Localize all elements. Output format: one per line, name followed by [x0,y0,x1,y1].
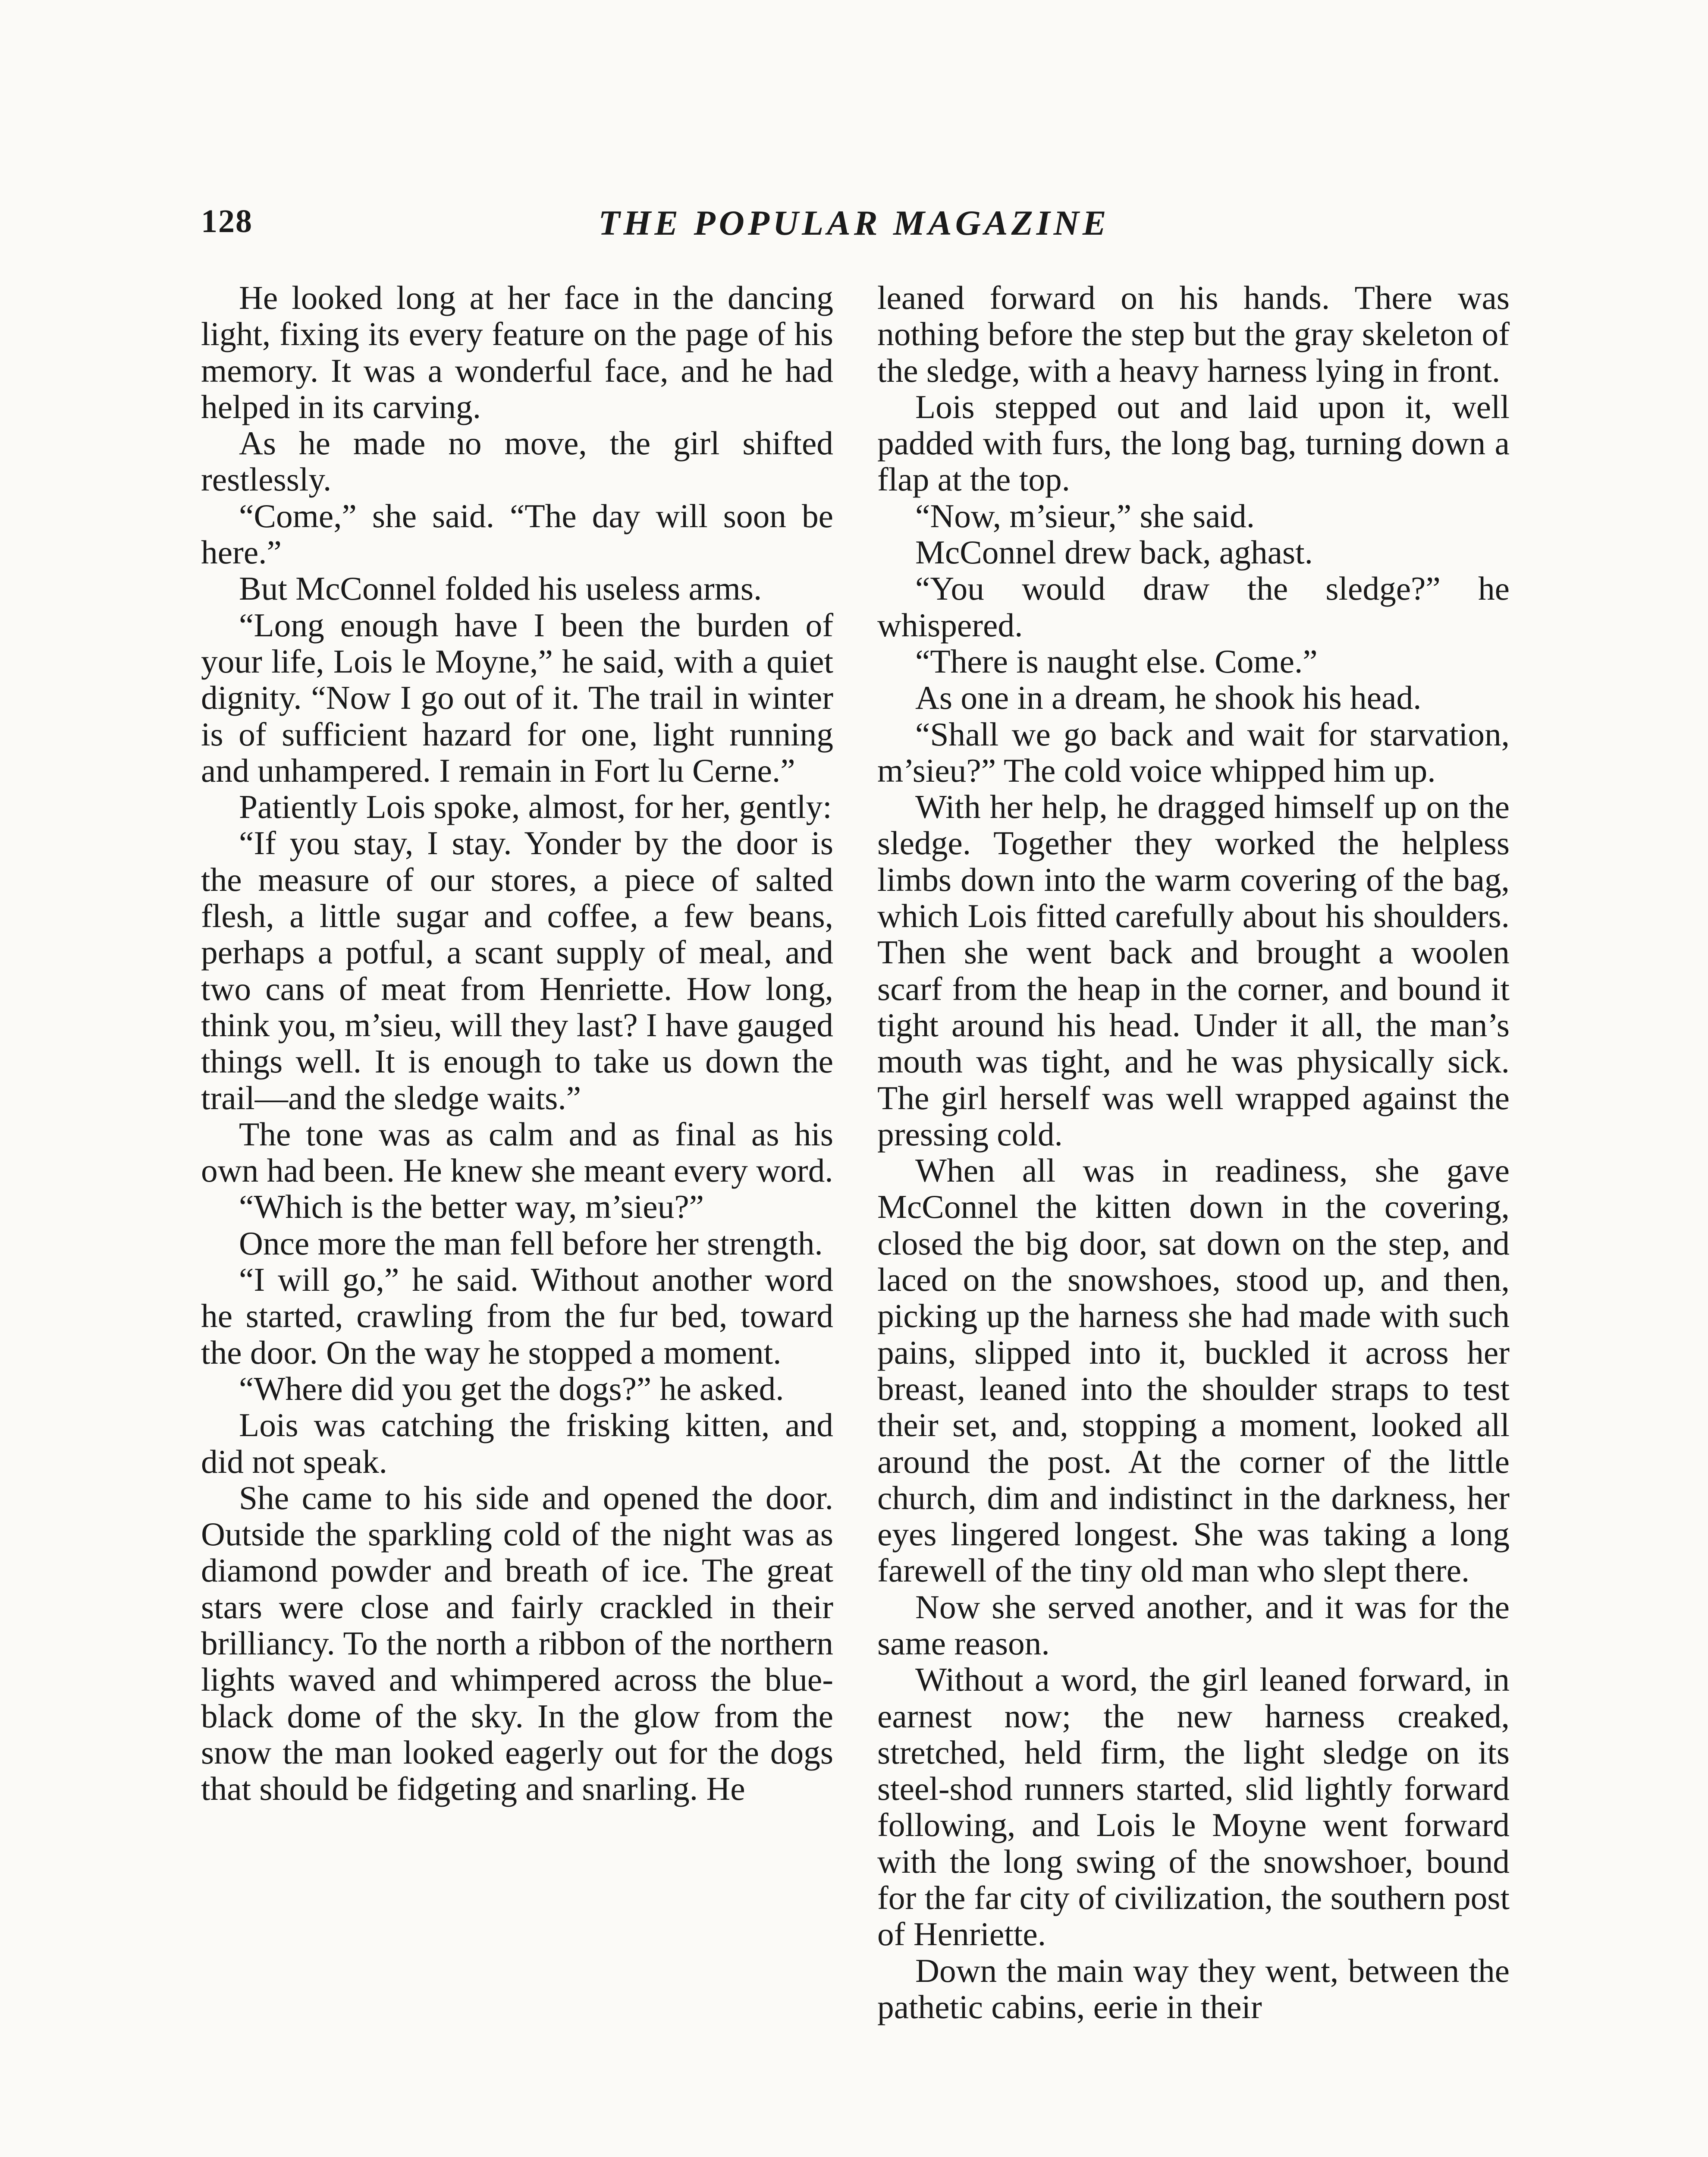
paragraph: The tone was as calm and as final as his own had been. He knew she meant every word. [201,1115,833,1189]
paragraph: Lois was catching the frisking kitten, and did not speak. [201,1406,833,1480]
paragraph: “I will go,” he said. Without another word he started, crawling from the fur bed, toward the door. On the way he stopped a moment. [201,1261,833,1371]
paragraph: Lois stepped out and laid upon it, well padded with furs, the long bag, turning down a flap at the top. [877,388,1510,498]
right-column [877,280,1510,2025]
paragraph: As one in a dream, he shook his head. [915,679,1422,717]
paragraph: He looked long at her face in the dancing light, fixing its every feature on the page of his memory. It was a wonderful face, and he had helped in its carving. [201,279,833,425]
paragraph: With her help, he dragged himself up on the sledge. Together they worked the helpless limbs down into the warm covering of the bag, which Lois fitted carefully about his shoulders. Then she went back and brought a woolen scarf from the heap in the corner, and bound it tight around his head. Under it all, the man’s mouth was tight, and he was physically sick. The girl herself was well wrapped against the pressing cold. [877,788,1510,1153]
paragraph: “If you stay, I stay. Yonder by the door is the measure of our stores, a piece of salted flesh, a little sugar and coffee, a few beans, perhaps a potful, a scant supply of meal, and two cans of meat from Henriette. How long, think you, m’sieu, will they last? I have gauged things well. It is enough to take us down the trail—and the sledge waits.” [201,824,833,1116]
paragraph: “You would draw the sledge?” he whispered. [877,570,1510,644]
paragraph: “There is naught else. Come.” [915,642,1318,680]
paragraph-continuation: leaned forward on his hands. There was nothing before the step but the gray skeleton of the sledge, with a heavy harness lying in front. [877,279,1510,389]
paragraph: Now she served another, and it was for the same reason. [877,1588,1510,1662]
paragraph: “Where did you get the dogs?” he asked. [239,1370,784,1407]
paragraph: “Long enough have I been the burden of your life, Lois le Moyne,” he said, with a quiet dignity. “Now I go out of it. The trail in winter is of sufficient hazard for one, light running and unhampered. I remain in Fort lu Cerne.” [201,606,833,789]
paragraph: Patiently Lois spoke, almost, for her, gently: [239,788,832,826]
paragraph: “Which is the better way, m’sieu?” [239,1188,704,1226]
left-column [201,280,833,1807]
running-head: THE POPULAR MAGAZINE [598,203,1110,242]
paragraph: But McConnel folded his useless arms. [239,570,762,607]
paragraph: When all was in readiness, she gave McConnel the kitten down in the covering, closed the big door, sat down on the step, and laced on the snowshoes, stood up, and then, picking up the harness she had made with such pains, slipped into it, buckled it across her breast, leaned into the shoulder straps to test their set, and, stopping a moment, looked all around the post. At the corner of the little church, dim and indistinct in the darkness, her eyes lingered longest. She was taking a long farewell of the tiny old man who slept there. [877,1152,1510,1589]
paragraph: Down the main way they went, between the pathetic cabins, eerie in their [877,1952,1510,2025]
paragraph: As he made no move, the girl shifted restlessly. [201,424,833,498]
paragraph: McConnel drew back, aghast. [915,534,1313,571]
paragraph: Without a word, the girl leaned forward, in earnest now; the new harness creaked, stretched, held firm, the light sledge on its steel-shod runners started, slid lightly forward following, and Lois le Moyne went forward with the long swing of the snowshoer, bound for the far city of civilization, the southern post of Henriette. [877,1661,1510,1953]
paragraph: She came to his side and opened the door. Outside the sparkling cold of the night was as diamond powder and breath of ice. The great stars were close and fairly crackled in their brilliancy. To the north a ribbon of the northern lights waved and whimpered across the blue-black dome of the sky. In the glow from the snow the man looked eagerly out for the dogs that should be fidgeting and snarling. He [201,1479,833,1808]
paragraph: “Shall we go back and wait for starvation, m’sieu?” The cold voice whipped him up. [877,715,1510,789]
page-number: 128 [201,203,253,239]
paragraph: “Come,” she said. “The day will soon be here.” [201,497,833,571]
paragraph: Once more the man fell before her strength. [239,1224,823,1262]
paragraph: “Now, m’sieur,” she said. [915,497,1255,535]
